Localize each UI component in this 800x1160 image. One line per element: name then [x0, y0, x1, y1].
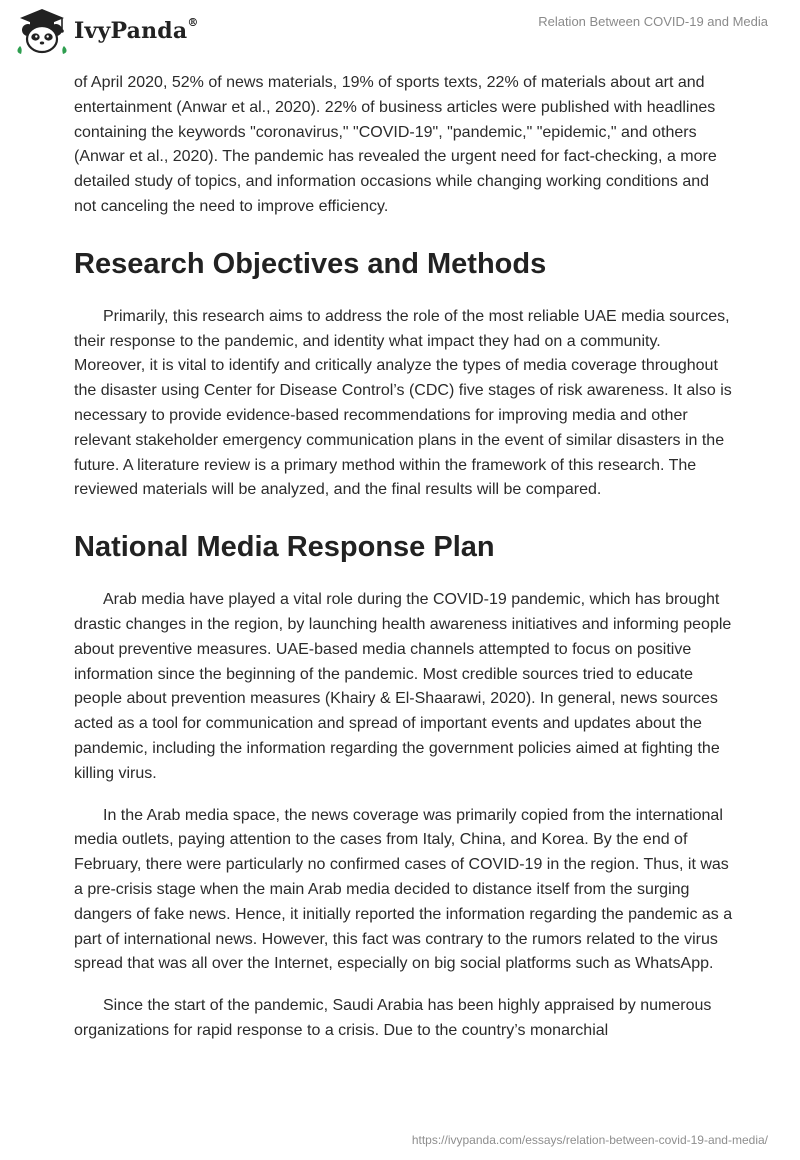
brand-name: IvyPanda®	[74, 16, 199, 44]
intro-paragraph: of April 2020, 52% of news materials, 19% of sports texts, 22% of materials about art and entertainment (Anwar et al., 2020). 22% of business articles were published with headlines containing the keywords "coronavirus," "COVID-19", "pandemic," "epidemic," and others (Anwar et al., 2020). The pandemic has revealed the urgent need for fact-checking, a more detailed study of topics, and information occasions while changing working conditions and not canceling the need to improve efficiency.	[74, 74, 717, 215]
document-title: Relation Between COVID-19 and Media	[538, 14, 768, 29]
paragraph: Arab media have played a vital role during the COVID-19 pandemic, which has brought drastic changes in the region, by launching health awareness initiatives and informing people about preventive measures. UAE-based media channels attempted to focus on positive information since the beginning of the pandemic. Most credible sources tried to educate people about prevention measures (Khairy & El-Shaarawi, 2020). In general, news sources acted as a tool for communication and spread of important events and updates about the pandemic, including the information regarding the government policies aimed at fighting the killing virus.	[74, 591, 732, 782]
section-heading-research-objectives: Research Objectives and Methods	[74, 247, 547, 280]
paragraph: Primarily, this research aims to address the role of the most reliable UAE media sources, their response to the pandemic, and identity what impact they had on a community. Moreover, it is vital to identify and critically analyze the types of media coverage throughout the disaster using Center for Disease Control’s (CDC) five stages of risk awareness. It also is necessary to provide evidence-based recommendations for improving media and other relevant stakeholder emergency communication plans in the event of similar disasters in the future. A literature review is a primary method within the framework of this research. The reviewed materials will be analyzed, and the final results will be compared.	[74, 307, 732, 499]
panda-graduate-icon	[14, 6, 70, 56]
ivypanda-logo[interactable]	[14, 6, 199, 56]
essay-body	[74, 71, 734, 1044]
source-url[interactable]: https://ivypanda.com/essays/relation-between-covid-19-and-media/	[411, 1133, 768, 1147]
paragraph: In the Arab media space, the news coverage was primarily copied from the international media outlets, paying attention to the cases from Italy, China, and Korea. By the end of February, there were particularly no confirmed cases of COVID-19 in the region. Thus, it was a pre-crisis stage when the main Arab media decided to distance itself from the surging dangers of fake news. Hence, it initially reported the information regarding the pandemic as a part of international news. However, this fact was contrary to the rumors related to the virus spread that was all over the Internet, especially on big social platforms such as WhatsApp.	[74, 806, 733, 973]
registered-mark: ®	[187, 16, 199, 29]
page-header	[0, 0, 800, 70]
section-heading-national-media-response: National Media Response Plan	[74, 531, 495, 564]
paragraph: Since the start of the pandemic, Saudi Arabia has been highly appraised by numerous organizations for rapid response to a crisis. Due to the country’s monarchial	[74, 997, 712, 1039]
